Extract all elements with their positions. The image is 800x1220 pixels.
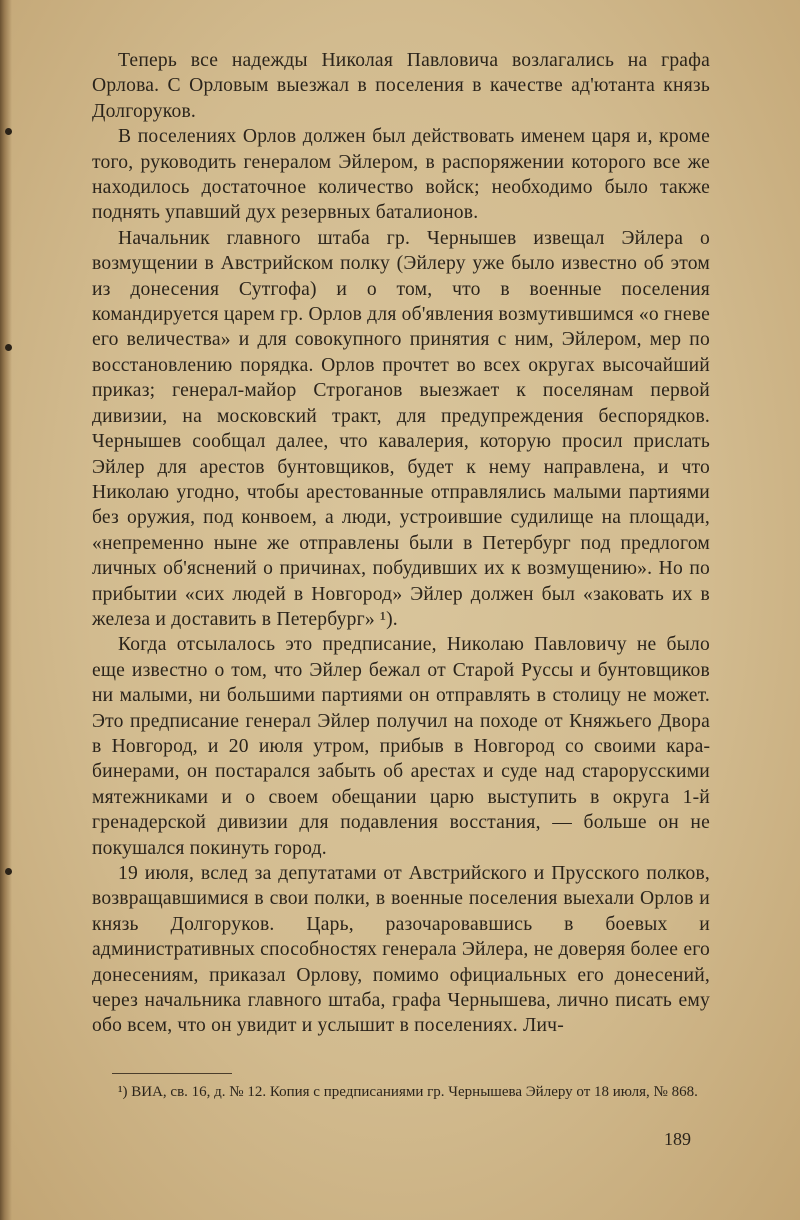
binding-hole-mark — [5, 128, 12, 135]
page-binding-edge — [0, 0, 12, 1220]
paragraph: В поселениях Орлов должен был действовать именем царя и, кроме того, руководить генералом Эйлером, в распоряжении которого все же находилось достаточное количество войск; необходимо было также поднять упавший дух резервных баталионов. — [92, 126, 710, 224]
page-number: 189 — [664, 1129, 691, 1149]
paragraph: 19 июля, вслед за депутатами от Австрийского и Прусского полков, возвращавшимися в свои полки, в военные поселения выехали Орлов и князь Долгоруков. Царь, разочаровавшись в боевых и административных способностях генерала Эйлера, не доверяя более его донесениям, приказал Орлову, помимо официальных его донесений, через начальника главного штаба, графа Чернышева, лично писать ему обо всем, что он увидит и услышит в поселениях. Лич- — [92, 863, 710, 1037]
paragraph: Начальник главного штаба гр. Чернышев извещал Эйлера о возмущении в Австрийском полку (Эйлеру уже было известно об этом из донесения Сутгофа) и о том, что в военные поселения командируется царем гр. Орлов для об'явления возмутившимся «о гневе его величества» и для совокупного принятия с ним, Эйлером, мер по восстановлению порядка. Орлов прочтет во всех округах высочайший приказ; генерал-майор Строганов выезжает к поселянам первой дивизии, на московский тракт, для предупреждения беспорядков. Чернышев сообщал далее, что кавалерия, которую просил прислать Эйлер для арестов бунтовщиков, будет к нему направлена, и что Николаю угодно, чтобы арестованные отправлялись малыми партиями без оружия, под конвоем, а люди, устроившие судилище на площади, «непременно ныне же отправлены были в Петербург под предлогом личных об'яснений о причинах, побудивших их к возмущению». Но по прибытии «сих людей в Новгород» Эйлер должен был «заковать их в железа и доставить в Петербург» ¹). — [92, 227, 710, 630]
paragraph: Теперь все надежды Николая Павловича возлагались на графа Орлова. С Орловым выезжал в поселения в качестве ад'ютанта князь Долгоруков. — [92, 50, 710, 122]
footnote: ¹) ВИА, св. 16, д. № 12. Копия с предписаниями гр. Чернышева Эйлеру от 18 июля, № 868. — [118, 1084, 698, 1100]
binding-hole-mark — [5, 344, 12, 351]
paragraph: Когда отсылалось это предписание, Николаю Павловичу не было еще известно о том, что Эйлер бежал от Старой Руссы и бунтовщиков ни малыми, ни большими партиями он отправлять в столицу не может. Это предписание генерал Эйлер получил на походе от Княжьего Двора в Новгород, и 20 июля утром, прибыв в Новгород со своими карабинерами, он постарался забыть об арестах и суде над старорусскими мятежниками и о своем обещании царю выступить в округа 1-й гренадерской дивизии для подавления восстания, — больше он не покушался покинуть город. — [92, 634, 710, 859]
footnote-divider — [112, 1073, 232, 1074]
body-text — [92, 48, 710, 1039]
binding-hole-mark — [5, 868, 12, 875]
